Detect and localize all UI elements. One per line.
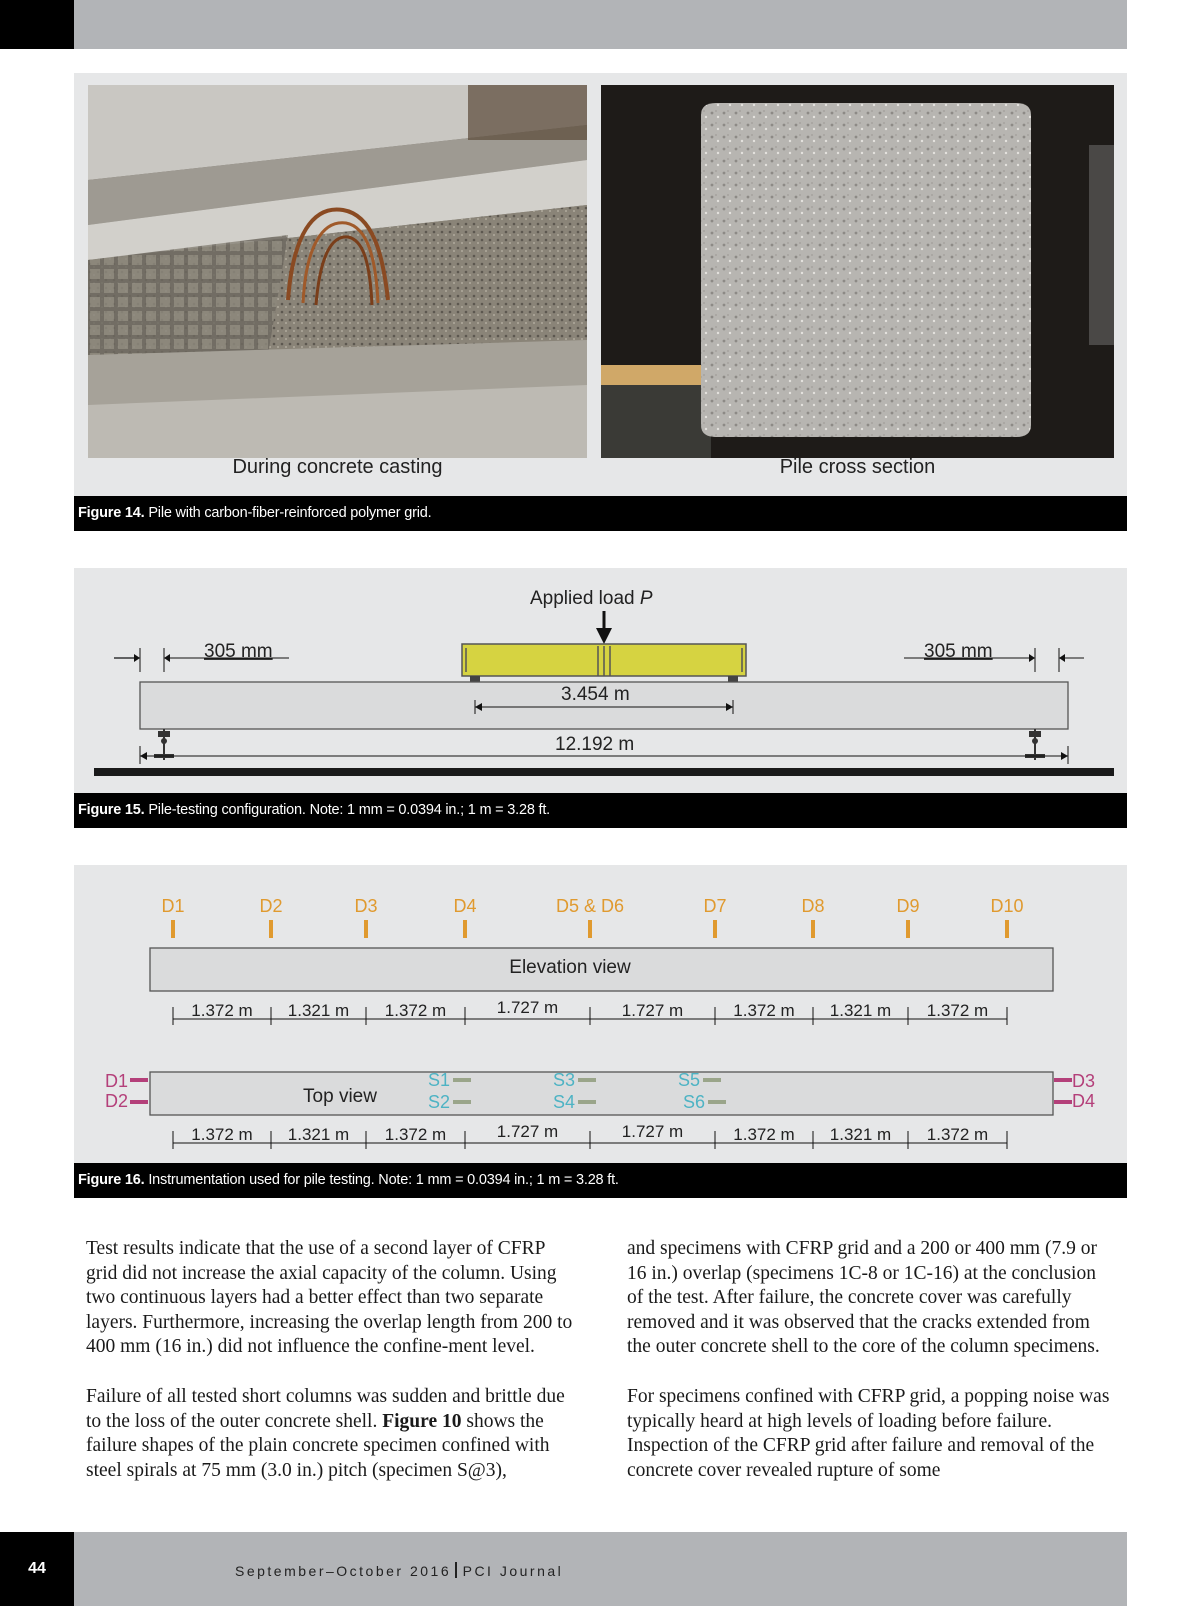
displacement-gauge-label: D10 bbox=[990, 896, 1024, 916]
right-paragraph-1: and specimens with CFRP grid and a 200 or 400 mm (7.9 or 16 in.) overlap (specimens 1C-8 or 1C-16) at the conclusion of the test. After failure, the concrete cover was carefully removed and it was observed that the cracks extended from the outer concrete shell to the core of the column specimens. bbox=[627, 1238, 1100, 1358]
strain-gauge-label: S1 bbox=[428, 1070, 451, 1090]
top-dim-label: 1.727 m bbox=[496, 1122, 559, 1141]
top-gauge-left-label: D1 bbox=[105, 1071, 129, 1091]
photo-label-cross-section: Pile cross section bbox=[779, 456, 936, 478]
displacement-gauge-label: D8 bbox=[801, 896, 825, 916]
strain-gauge-marker bbox=[708, 1100, 726, 1104]
strain-gauge-marker bbox=[578, 1078, 596, 1082]
top-gauge-right-marker bbox=[1054, 1078, 1072, 1082]
figure-14-caption bbox=[74, 496, 1127, 531]
displacement-gauge-label: D9 bbox=[896, 896, 920, 916]
displacement-gauge-marker bbox=[269, 920, 273, 938]
displacement-gauge-marker bbox=[171, 920, 175, 938]
journal-name: PCI Journal bbox=[462, 1563, 564, 1579]
elevation-dim-label: 1.372 m bbox=[384, 1001, 447, 1020]
displacement-gauge-label: D4 bbox=[453, 896, 477, 916]
elevation-dim-label: 1.372 m bbox=[191, 1001, 253, 1020]
left-support bbox=[154, 729, 174, 760]
figure-15-panel bbox=[74, 568, 1127, 793]
top-gauge-right-label: D4 bbox=[1072, 1091, 1096, 1111]
elevation-dim-label: 1.727 m bbox=[496, 998, 559, 1017]
elevation-view-label: Elevation view bbox=[509, 957, 631, 978]
figure-15-caption bbox=[74, 793, 1127, 828]
right-paragraph-2: For specimens confined with CFRP grid, a popping noise was typically heard at high levels of loading before failure. Inspection of the CFRP grid after failure and removal of the concrete cover revealed rupture of some bbox=[627, 1385, 1110, 1481]
elevation-dim-label: 1.372 m bbox=[926, 1001, 989, 1020]
top-gauge-left-marker bbox=[130, 1078, 148, 1082]
top-dim-label: 1.727 m bbox=[621, 1122, 684, 1141]
left-paragraph-1: Test results indicate that the use of a second layer of CFRP grid did not increase the axial capacity of the column. Using two continuous layers had a better effect than two separate layers. Furthermore, increasing the overlap length from 200 to 400 mm (16 in.) did not influence the confine-ment level. bbox=[86, 1238, 573, 1358]
body-column-right bbox=[627, 1237, 1117, 1508]
strain-gauge-marker bbox=[703, 1078, 721, 1082]
figure-16-caption bbox=[74, 1163, 1127, 1198]
figure-16-number: Figure 16. bbox=[78, 1172, 145, 1188]
photo-label-casting: During concrete casting bbox=[232, 456, 443, 478]
top-dim-label: 1.372 m bbox=[191, 1125, 253, 1144]
displacement-gauge-label: D2 bbox=[259, 896, 283, 916]
left-overhang-dim: 305 mm bbox=[204, 641, 273, 662]
top-gauge-right-marker bbox=[1054, 1100, 1072, 1104]
top-dim-label: 1.321 m bbox=[287, 1125, 350, 1144]
figure-15-caption-text: Pile-testing configuration. Note: 1 mm = 0.0394 in.; 1 m = 3.28 ft. bbox=[144, 802, 551, 818]
header-black-block bbox=[0, 0, 74, 49]
top-dim-label: 1.321 m bbox=[829, 1125, 892, 1144]
displacement-gauge-label: D3 bbox=[354, 896, 378, 916]
right-support bbox=[1025, 729, 1045, 760]
displacement-gauge-marker bbox=[1005, 920, 1009, 938]
strain-gauge-marker bbox=[453, 1100, 471, 1104]
page-number: 44 bbox=[28, 1560, 46, 1577]
top-view-label: Top view bbox=[303, 1086, 377, 1107]
figure-16-panel bbox=[74, 865, 1127, 1163]
displacement-gauge-marker bbox=[588, 920, 592, 938]
figure-14-caption-text: Pile with carbon-fiber-reinforced polymer grid. bbox=[144, 505, 432, 521]
elevation-dim-label: 1.321 m bbox=[829, 1001, 892, 1020]
pile-top-view bbox=[150, 1072, 1053, 1115]
instrumentation-diagram bbox=[74, 865, 1127, 1163]
displacement-gauge-marker bbox=[364, 920, 368, 938]
top-dim-label: 1.372 m bbox=[384, 1125, 447, 1144]
top-gauge-left-marker bbox=[130, 1100, 148, 1104]
elevation-dim-label: 1.372 m bbox=[733, 1001, 795, 1020]
pile-test-diagram bbox=[74, 568, 1127, 793]
elevation-dim-label: 1.727 m bbox=[621, 1001, 684, 1020]
figure-14-panel bbox=[74, 73, 1127, 496]
figure-14-number: Figure 14. bbox=[78, 505, 145, 521]
journal-issue: September–October 2016 bbox=[235, 1563, 452, 1579]
top-dim-label: 1.372 m bbox=[733, 1125, 795, 1144]
right-overhang-dim: 305 mm bbox=[924, 641, 993, 662]
load-span-dim: 3.454 m bbox=[561, 684, 630, 705]
load-point-right bbox=[728, 676, 738, 682]
total-span-dim: 12.192 m bbox=[555, 734, 635, 755]
figure-10-reference: Figure 10 bbox=[382, 1410, 462, 1432]
displacement-gauge-label: D5 & D6 bbox=[555, 896, 625, 916]
photo-pile-cross-section bbox=[601, 85, 1114, 458]
journal-footer bbox=[235, 1562, 563, 1579]
header-gray-bar bbox=[74, 0, 1127, 49]
top-dim-label: 1.372 m bbox=[926, 1125, 989, 1144]
strain-gauge-label: S6 bbox=[683, 1092, 706, 1112]
load-arrow-head bbox=[596, 628, 612, 644]
top-gauge-left-label: D2 bbox=[105, 1091, 129, 1111]
displacement-gauge-label: D7 bbox=[703, 896, 727, 916]
displacement-gauge-marker bbox=[906, 920, 910, 938]
displacement-gauge-marker bbox=[463, 920, 467, 938]
body-column-left bbox=[86, 1237, 576, 1508]
displacement-gauge-marker bbox=[713, 920, 717, 938]
strain-gauge-marker bbox=[453, 1078, 471, 1082]
ground-line bbox=[94, 768, 1114, 776]
strain-gauge-marker bbox=[578, 1100, 596, 1104]
left-paragraph-2: Failure of all tested short columns was sudden and brittle due to the loss of the outer concrete shell. Figure 10 shows the failure shapes of the plain concrete specimen confined with steel spirals at 75 mm (3.0 in.) pitch (specimen S@3), bbox=[86, 1385, 565, 1481]
strain-gauge-label: S3 bbox=[553, 1070, 576, 1090]
figure-16-caption-text: Instrumentation used for pile testing. Note: 1 mm = 0.0394 in.; 1 m = 3.28 ft. bbox=[144, 1172, 619, 1188]
figure-15-number: Figure 15. bbox=[78, 802, 145, 818]
load-point-left bbox=[470, 676, 480, 682]
applied-load-label: Applied load P bbox=[530, 588, 653, 609]
photo-concrete-casting bbox=[88, 85, 587, 458]
displacement-gauge-label: D1 bbox=[161, 896, 185, 916]
footer-gray-bar bbox=[74, 1532, 1127, 1606]
strain-gauge-label: S2 bbox=[428, 1092, 451, 1112]
displacement-gauge-marker bbox=[811, 920, 815, 938]
top-gauge-right-label: D3 bbox=[1072, 1071, 1096, 1091]
strain-gauge-label: S5 bbox=[678, 1070, 701, 1090]
strain-gauge-label: S4 bbox=[553, 1092, 576, 1112]
elevation-dim-label: 1.321 m bbox=[287, 1001, 350, 1020]
